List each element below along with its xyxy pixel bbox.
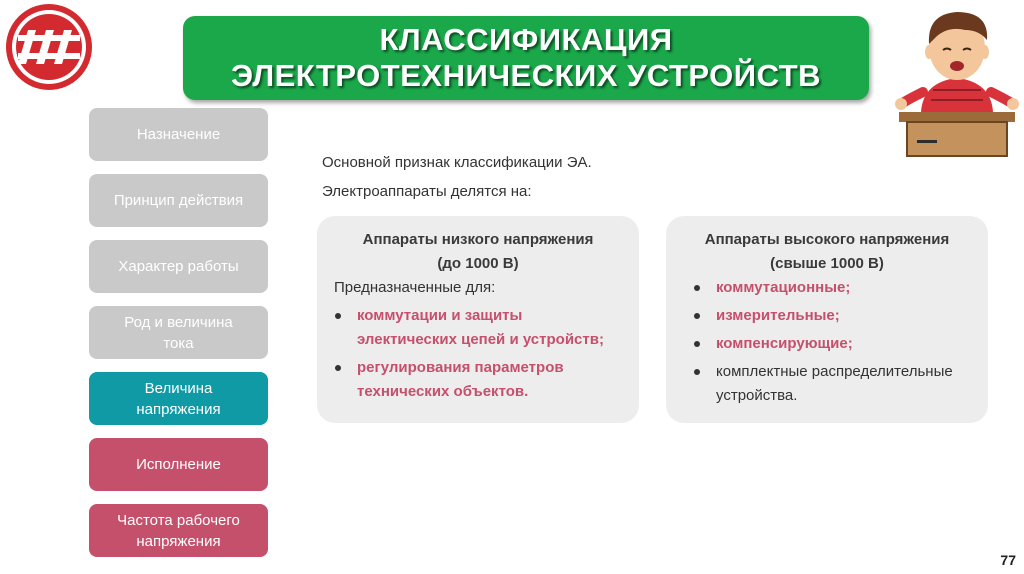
low-voltage-heading [317,228,639,276]
high-voltage-card [666,216,988,423]
rzd-logo-icon [4,2,94,92]
list-item-line-1: измерительные; [716,307,840,324]
title-banner [183,16,869,100]
title-line-2: ЭЛЕКТРОТЕХНИЧЕСКИХ УСТРОЙСТВ [230,58,822,93]
nav-item-operating-principle[interactable] [89,174,268,227]
list-item-line-1: комплектные распределительные [716,363,953,380]
low-voltage-title: Аппараты низкого напряжения [362,231,594,248]
bullet-icon [694,369,700,375]
intro-line-2: Электроаппараты делятся на: [322,183,532,200]
bullet-icon [694,285,700,291]
nav-item-current-type[interactable] [89,306,268,359]
low-voltage-range: (до 1000 В) [437,255,519,272]
intro-line-1: Основной признак классификации ЭА. [322,154,592,171]
nav-item-operating-frequency[interactable] [89,504,268,557]
list-item-line-1: регулирования параметров [357,359,564,376]
high-voltage-range: (свыше 1000 В) [770,255,884,272]
nav-item-label: Частота рабочего [117,511,240,529]
bullet-icon [335,365,341,371]
bullet-icon [694,313,700,319]
nav-item-purpose[interactable] [89,108,268,161]
list-item-line-2: устройства. [716,387,798,404]
bullet-icon [694,341,700,347]
nav-item-label: Назначение [136,126,221,143]
nav-item-design[interactable] [89,438,268,491]
high-voltage-title: Аппараты высокого напряжения [704,231,950,248]
nav-item-voltage-level[interactable] [89,372,268,425]
list-item-line-1: компенсирующие; [716,335,853,352]
bullet-icon [335,313,341,319]
nav-item-label-2: напряжения [136,532,221,550]
low-voltage-card [317,216,639,423]
low-voltage-purpose-label: Предназначенные для: [334,279,496,296]
list-item-line-2: электических цепей и устройств; [357,331,604,348]
page-number: 77 [1000,552,1016,568]
high-voltage-heading [666,228,988,276]
nav-item-label: Характер работы [118,258,239,275]
presenter-cartoon-icon [893,0,1021,160]
nav-item-label: Величина [144,379,213,397]
nav-item-label: Исполнение [136,456,221,473]
list-item-line-1: коммутации и защиты [357,307,523,324]
title-line-1: КЛАССИФИКАЦИЯ [379,22,673,57]
nav-item-label-2: тока [163,334,194,352]
list-item-line-1: коммутационные; [716,279,851,296]
nav-item-label-2: напряжения [136,400,221,418]
list-item-line-2: технических объектов. [357,383,529,400]
nav-item-duty-type[interactable] [89,240,268,293]
nav-item-label: Принцип действия [113,192,244,209]
nav-item-label: Род и величина [124,313,233,331]
